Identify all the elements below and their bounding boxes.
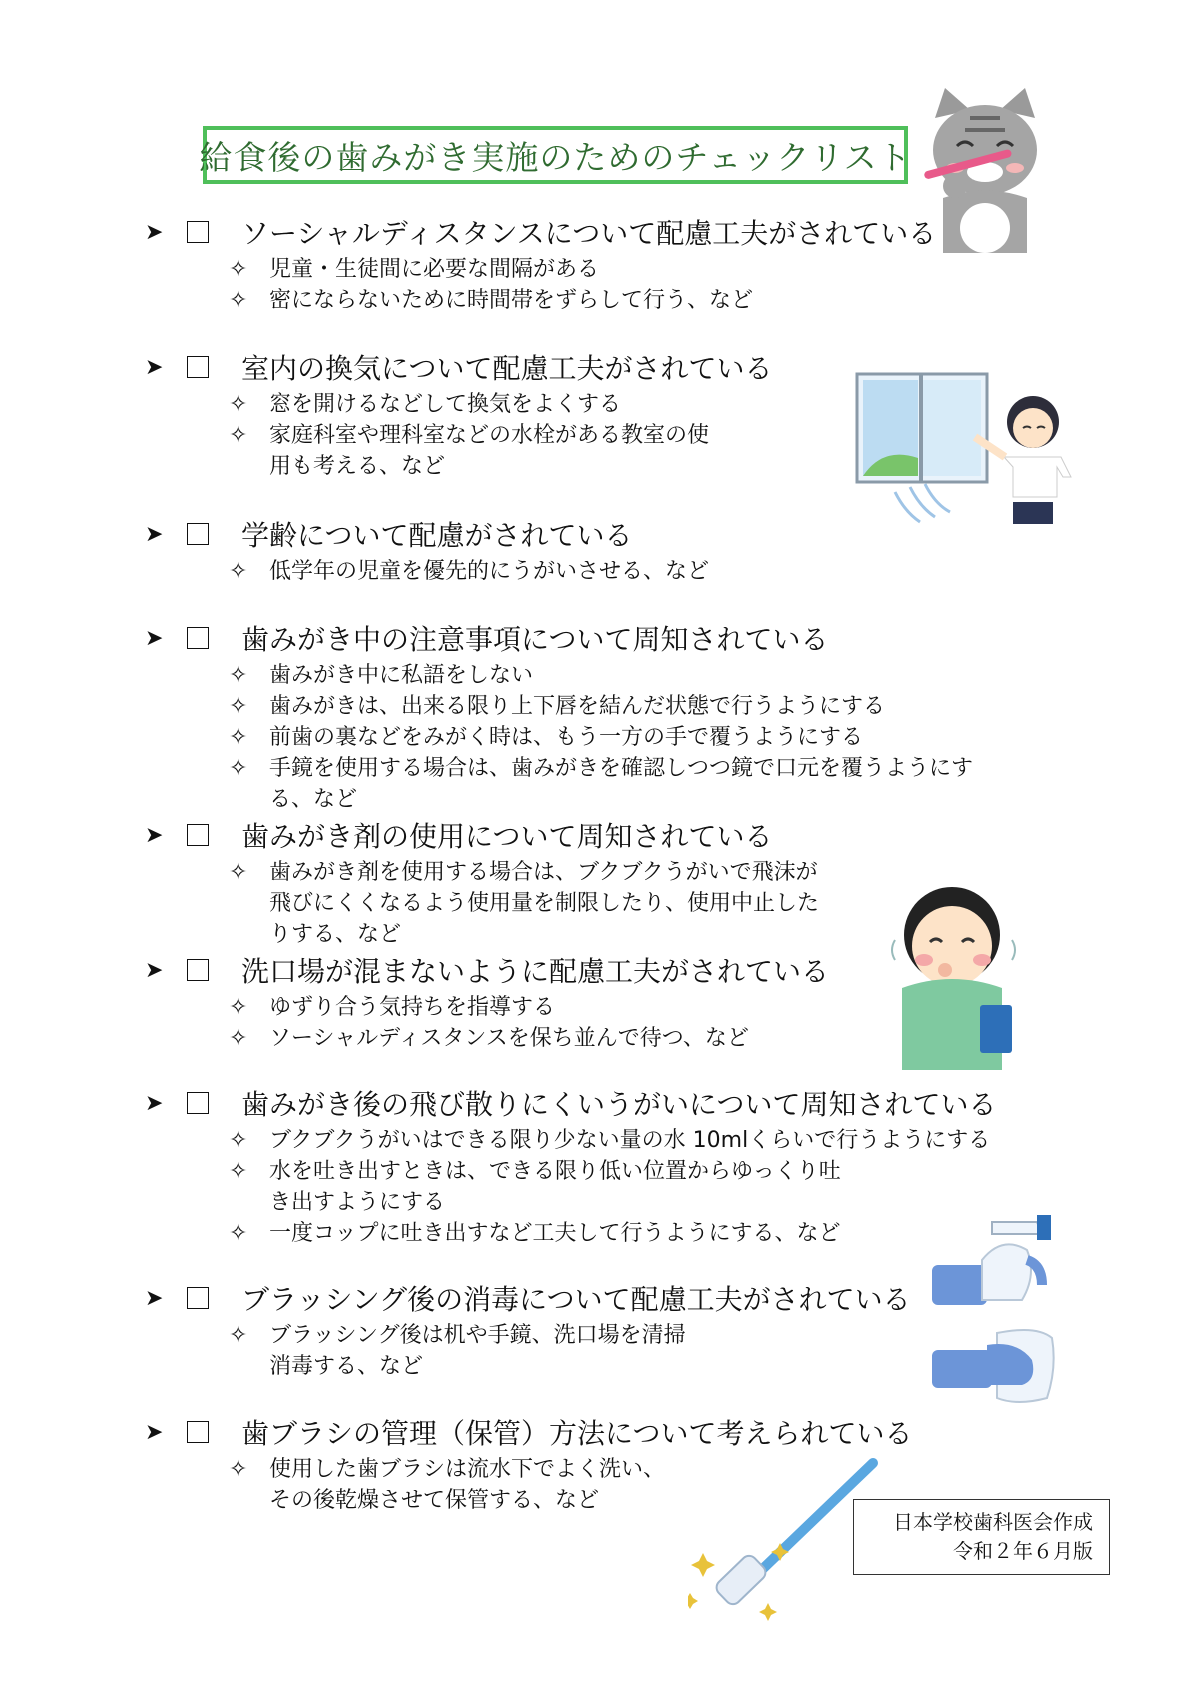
sparkle-icon: ✧ bbox=[229, 1457, 248, 1482]
window-ventilation-icon bbox=[855, 372, 1095, 532]
list-item bbox=[229, 753, 1075, 815]
sparkle-icon: ✧ bbox=[229, 1323, 248, 1348]
list-item bbox=[229, 1125, 1075, 1156]
arrow-bullet-icon: ➤ bbox=[145, 1419, 164, 1445]
arrow-bullet-icon: ➤ bbox=[145, 219, 164, 245]
sparkle-icon: ✧ bbox=[229, 559, 248, 584]
sparkle-icon: ✧ bbox=[229, 423, 248, 448]
wiping-cloth-icon bbox=[932, 1325, 1062, 1410]
section-heading: 歯みがき中の注意事項について周知されている bbox=[241, 623, 829, 656]
credit-line1: 日本学校歯科医会作成 bbox=[893, 1510, 1093, 1534]
checkbox-icon[interactable] bbox=[187, 356, 209, 378]
list-item-text: 密にならないために時間帯をずらして行う、など bbox=[269, 288, 754, 313]
checkbox-icon[interactable] bbox=[187, 523, 209, 545]
spray-disinfectant-icon bbox=[932, 1210, 1062, 1310]
checkbox-icon[interactable] bbox=[187, 1287, 209, 1309]
section-heading-row bbox=[145, 1412, 1075, 1452]
list-item-text: 児童・生徒間に必要な間隔がある bbox=[269, 257, 600, 282]
list-item bbox=[229, 1156, 1075, 1218]
section-heading: 室内の換気について配慮工夫がされている bbox=[241, 352, 773, 385]
list-item-text: 前歯の裏などをみがく時は、もう一方の手で覆うようにする bbox=[269, 725, 864, 750]
credit-box bbox=[853, 1499, 1110, 1575]
list-item-text: ゆずり合う気持ちを指導する bbox=[269, 995, 556, 1020]
sparkle-icon: ✧ bbox=[229, 663, 248, 688]
sparkle-icon: ✧ bbox=[229, 995, 248, 1020]
section-heading: 学齢について配慮がされている bbox=[241, 519, 633, 552]
list-item-text: ブラッシング後は机や手鏡、洗口場を清掃 消毒する、など bbox=[269, 1323, 686, 1379]
list-item-text: 手鏡を使用する場合は、歯みがきを確認しつつ鏡で口元を覆うようにす る、など bbox=[269, 756, 974, 812]
list-item bbox=[229, 254, 1075, 285]
checkbox-icon[interactable] bbox=[187, 959, 209, 981]
section-heading: ソーシャルディスタンスについて配慮工夫がされている bbox=[241, 217, 937, 250]
section-heading: 歯ブラシの管理（保管）方法について考えられている bbox=[241, 1417, 913, 1450]
list-item bbox=[229, 285, 1075, 316]
list-item-text: 窓を開けるなどして換気をよくする bbox=[269, 392, 622, 417]
arrow-bullet-icon: ➤ bbox=[145, 354, 164, 380]
page-title: 給食後の歯みがき実施のためのチェックリスト bbox=[199, 137, 912, 177]
sparkle-icon: ✧ bbox=[229, 1221, 248, 1246]
list-item-text: 使用した歯ブラシは流水下でよく洗い、 その後乾燥させて保管する、など bbox=[269, 1457, 666, 1513]
arrow-bullet-icon: ➤ bbox=[145, 521, 164, 547]
checkbox-icon[interactable] bbox=[187, 1421, 209, 1443]
list-item bbox=[229, 556, 1075, 587]
sparkle-icon: ✧ bbox=[229, 257, 248, 282]
list-item bbox=[229, 691, 1075, 722]
section-heading-row bbox=[145, 815, 1075, 855]
cat-brushing-teeth-icon bbox=[915, 88, 1055, 253]
section-items bbox=[229, 660, 1075, 815]
sparkle-icon: ✧ bbox=[229, 1128, 248, 1153]
section-items bbox=[229, 254, 1075, 316]
arrow-bullet-icon: ➤ bbox=[145, 625, 164, 651]
section-heading: 洗口場が混まないように配慮工夫がされている bbox=[241, 955, 830, 988]
checkbox-icon[interactable] bbox=[187, 1092, 209, 1114]
list-item-text: 家庭科室や理科室などの水栓がある教室の使 用も考える、など bbox=[269, 423, 710, 479]
section-heading: 歯みがき後の飛び散りにくいうがいについて周知されている bbox=[241, 1088, 997, 1121]
list-item bbox=[229, 722, 1075, 753]
section-heading-row bbox=[145, 618, 1075, 658]
list-item-text: 低学年の児童を優先的にうがいさせる、など bbox=[269, 559, 710, 584]
list-item-text: 一度コップに吐き出すなど工夫して行うようにする、など bbox=[269, 1221, 841, 1246]
arrow-bullet-icon: ➤ bbox=[145, 1285, 164, 1311]
checkbox-icon[interactable] bbox=[187, 221, 209, 243]
sparkle-icon: ✧ bbox=[229, 694, 248, 719]
list-item-text: 歯みがき剤を使用する場合は、ブクブクうがいで飛沫が 飛びにくくなるよう使用量を制限したり、使用中止した りする、など bbox=[269, 860, 820, 947]
arrow-bullet-icon: ➤ bbox=[145, 822, 164, 848]
checkbox-icon[interactable] bbox=[187, 824, 209, 846]
section-heading: 歯みがき剤の使用について周知されている bbox=[241, 820, 773, 853]
title-box bbox=[199, 126, 912, 184]
arrow-bullet-icon: ➤ bbox=[145, 957, 164, 983]
sparkle-icon: ✧ bbox=[229, 725, 248, 750]
section-heading-row bbox=[145, 1083, 1075, 1123]
list-item bbox=[229, 660, 1075, 691]
checklist-section bbox=[145, 618, 1075, 815]
sparkle-icon: ✧ bbox=[229, 860, 248, 885]
section-heading: ブラッシング後の消毒について配慮工夫がされている bbox=[241, 1283, 911, 1316]
checkbox-icon[interactable] bbox=[187, 627, 209, 649]
sparkle-icon: ✧ bbox=[229, 756, 248, 781]
list-item-text: 水を吐き出すときは、できる限り低い位置からゆっくり吐 き出すようにする bbox=[269, 1159, 841, 1215]
section-items bbox=[229, 556, 1075, 587]
list-item-text: ブクブクうがいはできる限り少ない量の水 10mlくらいで行うようにする bbox=[269, 1128, 991, 1153]
list-item-text: 歯みがきは、出来る限り上下唇を結んだ状態で行うようにする bbox=[269, 694, 886, 719]
sparkle-icon: ✧ bbox=[229, 1026, 248, 1051]
sparkle-icon: ✧ bbox=[229, 1159, 248, 1184]
boy-rinsing-mouth-icon bbox=[890, 880, 1025, 1070]
list-item-text: ソーシャルディスタンスを保ち並んで待つ、など bbox=[269, 1026, 749, 1051]
sparkle-icon: ✧ bbox=[229, 392, 248, 417]
arrow-bullet-icon: ➤ bbox=[145, 1090, 164, 1116]
sparkle-icon: ✧ bbox=[229, 288, 248, 313]
list-item-text: 歯みがき中に私語をしない bbox=[269, 663, 534, 688]
credit-line2: 令和２年６月版 bbox=[953, 1539, 1093, 1563]
